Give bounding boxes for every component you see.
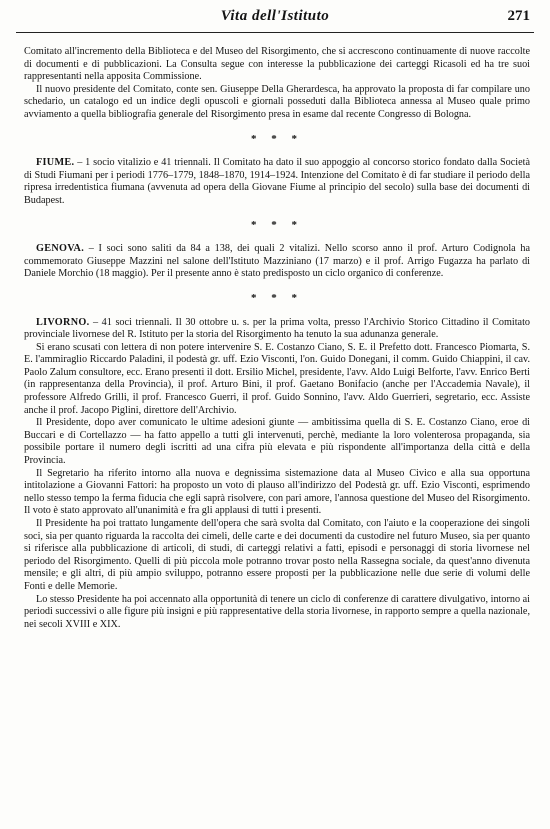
section-separator: * * * xyxy=(251,291,303,304)
section-genova xyxy=(24,243,530,281)
running-title: Vita dell'Istituto xyxy=(220,8,330,24)
livorno-paragraph-3: Il Presidente, dopo aver comunicato le ultime adesioni giunte — ambitissima quella di S. E. Costanzo Ciano, eroe di Buccari e di Cortellazzo — ha fatto appello a tutti gli intervenuti, perchè, mediante la loro volenterosa propaganda, sia possibile portare il numero degli iscritti ad una cifra più elevata e più rispondente all'importanza della città e della Provincia. xyxy=(24,417,530,467)
livorno-paragraph-6: Lo stesso Presidente ha poi accennato alla opportunità di tenere un ciclo di conferenze di carattere divulgativo, intorno ai periodi successivi o alle figure più insigni e più rappresentative della storia livornese, in rapporto sempre a quella nazionale, nei secoli XVIII e XIX. xyxy=(24,593,530,630)
fiume-text: – 1 socio vitalizio e 41 triennali. Il Comitato ha dato il suo appoggio al concorso storico fondato dalla Società di Studi Fiumani per i periodi 1776–1779, 1848–1870, 1914–1924. Intenzione del Comitato è di far studiare il periodo della ripresa irredentistica fiumana (avvenuta ad opera della Giovane Fiume al principio del secolo) sulla base dei documenti di Budapest. xyxy=(24,157,530,206)
place-name-genova: GENOVA. xyxy=(36,243,85,255)
livorno-paragraph-2: Si erano scusati con lettera di non potere intervenire S. E. Costanzo Ciano, S. E. il Prefetto dott. Francesco Piomarta, S. E. l'ammiraglio Riccardo Paladini, il podestà gr. uff. Ezio Visconti, l'on. Guido Donegani, il comm. Guido Chiappini, il cav. Paolo Zalum consultore, ecc. Erano presenti il dott. Ersilio Michel, presidente, l'avv. Aldo Luigi Belforte, l'avv. Enrico Berti (in rappresentanza della Provincia), il prof. Arturo Bini, il prof. Gaetano Bonifacio (anche per l'Accademia Navale), il professore Alfredo Grilli, il prof. Francesco Guerri, il prof. Guido Sonnino, l'avv. Aldo Guerrieri, segretario, ecc. Assiste anche il prof. Jacopo Piglini, direttore dell'Archivio. xyxy=(24,341,530,416)
page-number: 271 xyxy=(507,8,530,24)
section-fiume xyxy=(24,157,530,207)
intro-paragraph-2: Il nuovo presidente del Comitato, conte sen. Giuseppe Della Gherardesca, ha approvato la proposta di far compilare uno schedario, un catalogo ed un indice degli opuscoli e giornali posseduti dalla Biblioteca annessa al Museo quale primo avviamento a quella bibliografia generale del Risorgimento presa in esame dal recente Congresso di Bologna. xyxy=(24,83,530,120)
genova-text: – I soci sono saliti da 84 a 138, dei quali 2 vitalizi. Nello scorso anno il prof. Arturo Codignola ha commemorato Giuseppe Mazzini nel salone dell'Istituto Mazziniano (17 marzo) e il prof. Arrigo Fugazza ha parlato di Daniele Morchio (18 maggio). Per il presente anno è stato predisposto un ciclo organico di conferenze. xyxy=(24,243,530,280)
livorno-paragraph-4: Il Segretario ha riferito intorno alla nuova e degnissima sistemazione data al Museo Civico e alla sua opportuna intitolazione a Giovanni Fattori: ha proposto un voto di plauso all'indirizzo del Podestà gr. uff. Ezio Visconti, esprimendo nello stesso tempo la ferma fiducia che egli saprà risolvere, con pari amore, l'annosa questione del Museo del Risorgimento. Il voto è stato approvato all'unanimità e fra gli applausi di tutti i presenti. xyxy=(24,467,530,517)
section-separator: * * * xyxy=(251,218,303,231)
livorno-paragraph-5: Il Presidente ha poi trattato lungamente dell'opera che sarà svolta dal Comitato, con l'aiuto e la cooperazione dei singoli soci, sia per quanto riguarda la raccolta dei cimeli, delle carte e dei documenti da custodire nel futuro Museo, sia per quanto si riferisce alla pubblicazione di articoli, di studi, di carteggi relativi a fatti, episodi e personaggi di storia livornese nel periodo del Risorgimento. Quelli di più piccola mole potranno trovar posto nella Rassegna sociale, da quest'anno divenuta mensile; e gli altri, di più ampio sviluppo, potranno essere proposti per la pubblicazione nelle due serie di volumi delle Fonti e delle Memorie. xyxy=(24,518,530,592)
place-name-fiume: FIUME. xyxy=(36,157,75,169)
section-separator: * * * xyxy=(251,132,303,145)
livorno-text: – 41 soci triennali. Il 30 ottobre u. s. per la prima volta, presso l'Archivio Storico Cittadino il Comitato provinciale livornese del R. Istituto per la storia del Risorgimento ha tenuto la sua adunanza generale. xyxy=(24,316,530,341)
place-name-livorno: LIVORNO. xyxy=(36,316,90,328)
page-header xyxy=(16,6,534,33)
intro-paragraph-1: Comitato all'incremento della Biblioteca e del Museo del Risorgimento, che si accrescono continuamente di nuove raccolte di documenti e di pubblicazioni. La Consulta segue con interesse la pubblicazione dei carteggi Ricasoli ed ha tre suoi rappresentanti nella apposita Commissione. xyxy=(24,46,530,83)
page-body xyxy=(24,46,530,631)
section-livorno xyxy=(24,317,530,342)
